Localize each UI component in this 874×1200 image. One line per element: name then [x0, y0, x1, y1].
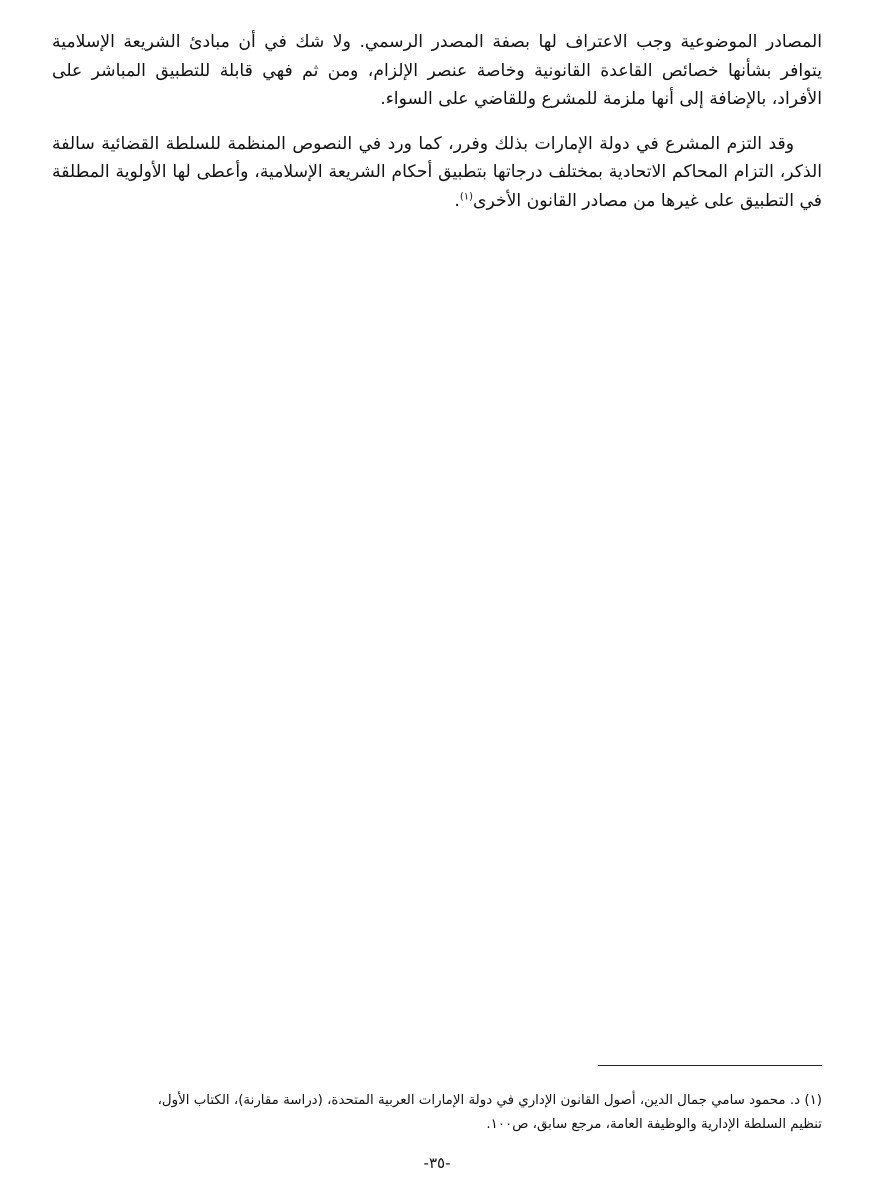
footnote-line-2: تنظيم السلطة الإدارية والوظيفة العامة، مرجع سابق، ص١٠٠. — [486, 1117, 822, 1132]
paragraph-2-text: وقد التزم المشرع في دولة الإمارات بذلك وفرر، كما ورد في النصوص المنظمة للسلطة القضائية سالفة الذكر، التزام المحاكم الاتحادية بمختلف درجاتها بتطبيق أحكام الشريعة الإسلامية، وأعطى لها الأولوية المطلقة في التطبيق على غيرها من مصادر القانون الأخرى — [52, 133, 822, 211]
footnote — [52, 1089, 822, 1137]
footnote-separator — [598, 1065, 822, 1066]
page-number: -٣٥- — [423, 1154, 451, 1172]
paragraph-1 — [52, 28, 822, 114]
paragraph-1-text: المصادر الموضوعية وجب الاعتراف لها بصفة المصدر الرسمي. ولا شك في أن مبادئ الشريعة الإسلامية يتوافر بشأنها خصائص القاعدة القانونية وخاصة عنصر الإلزام، ومن ثم فهي قابلة للتطبيق المباشر على الأفراد، بالإضافة إلى أنها ملزمة للمشرع وللقاضي على السواء. — [52, 32, 822, 109]
body-text — [52, 28, 822, 231]
footnote-reference[interactable]: (١) — [459, 190, 474, 202]
footnote-line-1: (١) د. محمود سامي جمال الدين، أصول القانون الإداري في دولة الإمارات العربية المتحدة، (دراسة مقارنة)، الكتاب الأول، — [157, 1093, 822, 1108]
paragraph-2: وقد التزم المشرع في دولة الإمارات بذلك وفرر، كما ورد في النصوص المنظمة للسلطة القضائية سالفة الذكر، التزام المحاكم الاتحادية بمختلف درجاتها بتطبيق أحكام الشريعة الإسلامية، وأعطى لها الأولوية المطلقة في التطبيق على غيرها من مصادر القانون الأخرى$^{(١)}$. — [52, 133, 822, 211]
